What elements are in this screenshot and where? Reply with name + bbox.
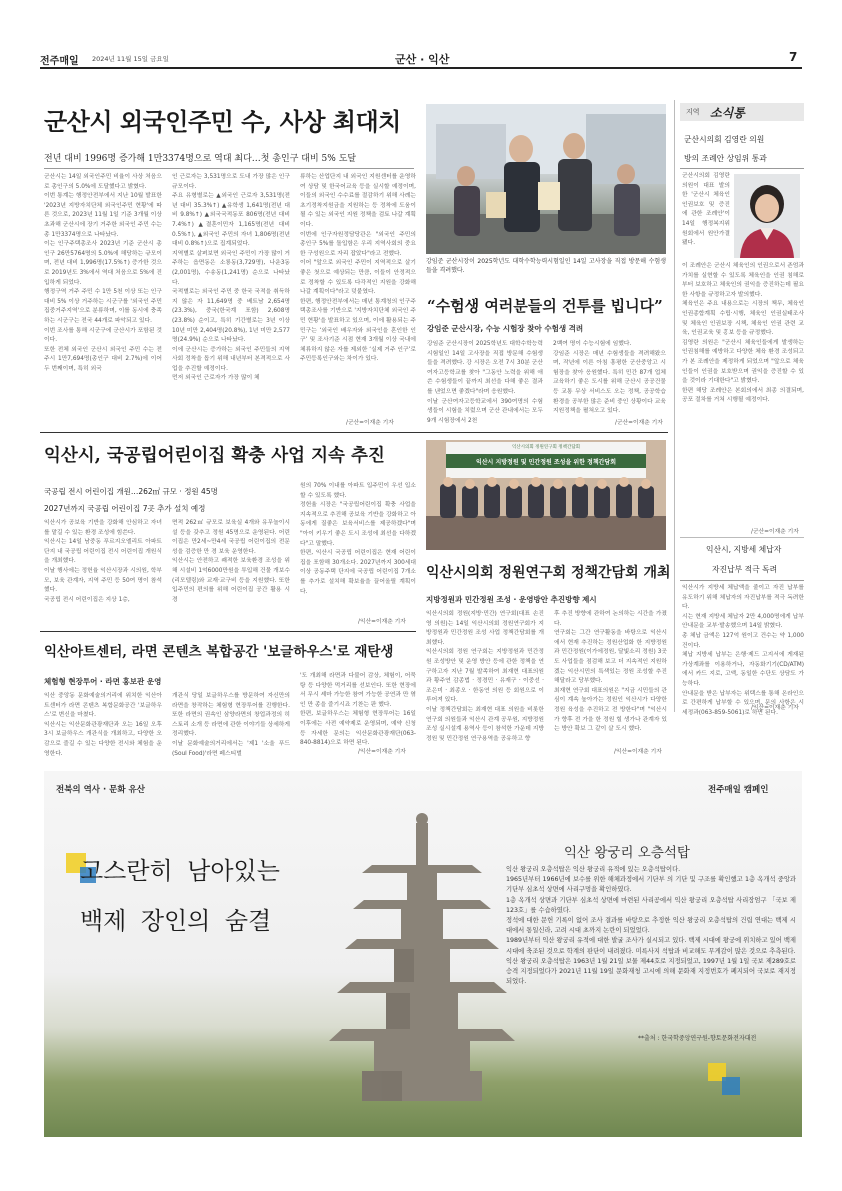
campaign-title-line1: 고스란히 남아있는 bbox=[80, 857, 280, 885]
article2-column-2: 2백여 명이 수능시험에 임했다. 강임준 시장은 매년 수험생들을 격려해왔으며, 작년에 이른 아침 흥평한 군산중앙고 시험장을 찾아 응원했다. 특히 민간 87개 업체 교육하기 좋은 도시를 위해 군산시 공공건물 등 교통 무상 서비스도 오는 정책, 공공학습 환경을 공부한 많은 준비 중인 상황이다 교육 지원정책을 펼쳐오고 있다. bbox=[553, 341, 666, 415]
campaign-title-line2: 백제 장인의 숨결 bbox=[80, 907, 272, 935]
photo2-banner-top: 익산시의회 정원연구회 정책간담회 bbox=[511, 445, 581, 450]
article3-top-rule bbox=[40, 432, 668, 433]
brief1-title-line2: 방의 조례안 상임위 통과 bbox=[684, 154, 767, 163]
article2-subhead: 강임준 군산시장, 수능 시험장 찾아 수험생 격려 bbox=[427, 324, 584, 333]
brief2-title-line2: 자진납부 적극 독려 bbox=[712, 565, 778, 574]
article3-column-3: 원의 70% 이내를 아파트 입주민이 우선 입소할 수 있도록 했다. 정헌율 시장은 "국공립어린이집 확충 사업을 지속적으로 추진해 공보육 기반을 강화하고 아동에게 질좋은 보육서비스를 제공하겠다"며 "아이 키우기 좋은 도시 조성에 최선을 다하겠다"고 말했다. 한편, 익산시 국공립 어린이집은 현재 어린이집을 포함해 30개소다. 2027년까지 300세대 이상 공동주택 단지에 국공립 어린이집 7개소를 추가로 설치해 확보율을 끌어올릴 계획이다. bbox=[300, 483, 416, 595]
article2-column-1: 강임준 군산시장이 2025학년도 대학수학능력시험일인 14일 고사장을 직접 방문해 수험생들을 격려했다. 강 시장은 오전 7시 30분 군산여자고등학교를 찾아 "그동안 노력을 위해 애쓴 수험생들이 끝까지 최선을 다해 좋은 결과를 낸었으면 좋겠다"라며 응원했다. 이날 군산여자고등학교에서 390여명의 수험생들이 시험을 치렀으며 군산 관내에서는 모두 9개 시험장에서 2천 bbox=[427, 341, 543, 424]
header-rule bbox=[40, 67, 802, 69]
campaign-tag-right: 전주매일 캠페인 bbox=[708, 785, 769, 795]
article4-subhead: 지방정원과 민간정원 조성 · 운영방안 추진방향 제시 bbox=[426, 595, 597, 604]
section-title: 군산 · 익산 bbox=[395, 53, 450, 66]
article1-subhead-rule bbox=[44, 168, 414, 169]
page-number: 7 bbox=[789, 50, 798, 64]
photo-exam-encouragement-illustration bbox=[426, 104, 666, 254]
briefs-label-prefix: 지역 bbox=[686, 108, 700, 116]
brief1-byline: /군산=이재춘 기자 bbox=[751, 529, 799, 535]
brief1-lead: 군산시의회 김영란 의원이 대표 발의한 '군산시 체육인 인권보호 및 증진에 관한 조례안'이 14일 행정복지위원회에서 원안가결됐다. bbox=[682, 173, 732, 247]
brief1-title-rule bbox=[680, 168, 804, 169]
article1-column-1: 군산시는 14일 외국인주민 비율이 사상 처음으로 총인구의 5.0%에 도달했다고 밝혔다. 이번 통계는 행정안전부에서 지난 10월 발표한 '2023년 지방자치단체 외국인주민 현황'에 따른 것으로, 2023년 11월 1일 기준 3개월 이상 초과해 군산시에 장기 거주한 외국인 주민 수는 총 1만3374명으로 나타났다. 이는 인구주택총조사 2023년 기준 군산시 총인구 26만5764명의 5.0%에 해당하는 규모이며, 전년 대비 1,996명(17.5%↑) 증가한 것으로 2019년도 3%에서 역대 처음으로 5%에 진입하게 되었다. 행정구역 거주 주민 수 1만 5천 이상 또는 인구 대비 5% 이상 거주하는 시군구를 '외국인 주민 집중거주지역'으로 분류하며, 이를 동시에 충족하는 시군구는 전국 44개로 파악되고 있다. 이번 조사를 통해 시군구에 군산시가 포함된 것이다. 또한 전체 외국인 군산시 외국인 주민 수는 전주시 1만7,694명(총인구 대비 2.7%)에 이어 두 번째이며, 특히 외국 bbox=[44, 174, 162, 372]
article3-byline: /익산=이재춘 기자 bbox=[358, 619, 406, 625]
article5-top-rule bbox=[40, 631, 416, 632]
article4-headline: 익산시의회 정원연구회 정책간담회 개최 bbox=[426, 565, 671, 581]
briefs-label-box bbox=[680, 103, 804, 121]
article1-headline: 군산시 외국인주민 수, 사상 최대치 bbox=[44, 107, 401, 136]
article3-headline: 익산시, 국공립어린이집 확충 사업 지속 추진 bbox=[44, 446, 385, 466]
article5-subhead: 체험형 현장투어 · 라면 홍보관 운영 bbox=[44, 677, 162, 686]
brief1-portrait bbox=[734, 174, 800, 258]
photo-garden-forum bbox=[426, 440, 666, 550]
sidebar-divider bbox=[674, 100, 675, 712]
brief1-portrait-illustration bbox=[734, 174, 800, 258]
campaign-banner bbox=[44, 771, 802, 1137]
brief1-title-line1: 군산시의회 김영란 의원 bbox=[684, 135, 765, 144]
brief1-body: 이 조례안은 군산시 체육인의 인권으로서 존엄과 가치를 실현할 수 있도록 체육인을 인권 침해로부터 보호하고 체육인의 권익을 증진하는데 필요한 사항을 규정하고자 발의했다. 체육인은 주요 내용으로는 시장의 책무, 체육인 인권종합계획 수립·시행, 체육인 인권실태조사 및 체육인 인권보장 시책, 체육인 인권 관련 교육, 인권교육 및 홍보 등을 규정했다. 김영란 의원은 "군산시 체육인들에게 발생하는 인권침해를 예방하고 다양한 체육 환경 조성되고가 본 조례안을 제정하게 되었으며 "앞으로 체육인들이 인권을 보호받으며 권익을 증진할 수 있을 것이라 기대한다"고 밝혔다. 한편 해당 조례안은 본회의에서 최종 의결되며, 공포 절차를 거쳐 시행될 예정이다. bbox=[682, 263, 804, 404]
article4-column-2: 후 추진 방향에 관하여 논의하는 시간을 가졌다. 연구회는 그간 연구활동을 바탕으로 익산시에서 현재 추진하는 정원산업화 한 지방정원과 민간정원(이가에정원, 달빛소리 정원) 3곳도 사업들을 점검해 보고 더 지속적인 지원하겠는 익산시민의 특색있는 정원 조성할 추진해달라고 당부했다. 최재현 연구회 대표의원은 "지금 시민들의 관심이 계속 높아가는 정원인 익산시가 다양한 정원 육성을 추진하고 전 방한다"며 "익산시가 향후 전 가을 한 정원 힐 생가나 관계자 있는 방안 확보 그 같이 살 도시 했다. bbox=[554, 611, 667, 733]
article1-byline: /군산=이재춘 기자 bbox=[346, 420, 394, 426]
photo2-banner-main: 익산시 지방정원 및 민간정원 조성을 위한 정책간담회 bbox=[475, 459, 617, 466]
heritage-title: 익산 왕궁리 오층석탑 bbox=[564, 845, 690, 861]
article4-byline: /익산=이재춘 기자 bbox=[614, 749, 662, 755]
campaign-tag-left: 전북의 역사 · 문화 유산 bbox=[56, 785, 145, 795]
article5-column-3: '도 개최해 라면과 다불어 감상, 체험이, 어묵탕 등 다양한 먹거리를 선보인다. 또한 현장에서 무시 셰마 가능한 참여 가능한 공연과 만 엮인 만 종을 즐기시죠 기찬는 판 했다. 한편, 보글하우스는 체험형 현장투어는 16일 이후에는 사전 예약제로 운영되며, 예약 신청 등 자세한 문의는 익산문화관광재단(063-840-8814)으로 하면 된다. bbox=[300, 673, 416, 747]
masthead-date: 2024년 11월 15일 금요일 bbox=[92, 55, 169, 63]
article3-column-1: 익산시가 공보육 기반을 강화해 안심하고 자녀를 맡길 수 있는 환경 조성에 힘쓴다. 익산시는 14일 남중동 푸르지오엘리트 아파트 단지 내 국공립 어린이집 전시 어린이집 개원식을 개최했다. 이날 행사에는 정헌율 익산시장과 시의원, 학부모, 보육 관계자, 지역 주민 등 50여 명이 참석했다. 국공립 전시 어린이집은 지상 1층, bbox=[44, 520, 162, 603]
photo1-caption: 강임준 군산시장이 2025학년도 대학수학능력시험일인 14일 고사장을 직접 방문해 수험생들을 격려했다. bbox=[426, 258, 666, 274]
article2-byline: /군산=이재춘 기자 bbox=[615, 420, 663, 426]
heritage-description: 익산 왕궁리 오층석탑은 익산 왕궁리 유적에 있는 오층석탑이다. 1965년부터 1966년에 보수를 위한 해체과정에서 기단부 의 기단 및 구조를 확인했고 1층 옥개석 중앙과 기단부 심초석 상면에 사리구멍을 확인하였다. 1층 옥개석 상면과 기단부 심초석 상면에 마련된 사리공에서 익산 왕궁리 오층석탑 사리장엄구 「국보 제123호」를 수습하였다. 정석에 대한 문헌 기록이 없어 조사 결과를 바탕으로 추정한 익산 왕궁리 오층석탑의 건립 연대는 백제 시대에서 통일신라, 고려 시대 초까지 논란이 되었었다. 1989년부터 익산 왕궁리 유적에 대한 발굴 조사가 실시되고 있다. 백제 시대에 왕궁에 위치하고 있어 백제 시대에 축조된 것으로 학계의 판단이 내려졌다. 미륵사지 석탑과 비교해도 무게감이 많은 것으로 추측된다. 익산 왕궁리 오층석탑은 1963년 1월 21일 보물 제44호로 지정되었고, 1997년 1월 1일 국보 제289호로 승격 지정되었다가 2021년 11월 19일 문화재청 고시에 의해 문화재 지정번호가 폐지되어 국보로 재지정되었다. bbox=[506, 866, 796, 986]
briefs-label-main: 소식통 bbox=[710, 106, 745, 120]
article1-column-3: 류하는 산업단지 내 외국인 지원센터를 운영하여 상담 및 한국어교육 등을 실시할 예정이며, 이들의 외국인 수수료를 절감하기 위해 사례는 초기정착지원금을 지원하는 등 정착에 도움이 될 수 있는 외국인 지원 정책을 검토 나갈 계획이다. 이번에 인구자원정담당관은 "외국인 주민의 총인구 5%를 돌입함은 우리 지역사회의 중요한 구성원으로 자리 잡았다"라고 전했다. 이어 "앞으로 외국인 주민이 지역적으로 살기 좋은 첫으로 예상되는 만큼, 이들이 안정적으로 정착할 수 있도록 다각적인 지원을 강화해 나갈 계획이다"라고 덧붙였다. 한편, 행정안전부에서는 매년 통계청의 인구주택총조사를 기반으로 '지방자치단체 외국인 주민 현황'을 발표하고 있으며, 이에 활용되는 주민구는 ‘외국인 배우자와 외국인을 혼인한 인구’ 및 조사기준 시점 현재 3개월 이상 국내에 체류하지 않은 자를 제외한 ‘실제 거주 인구’로 주민등록인구와는 차이가 있다. bbox=[300, 174, 416, 363]
article3-subhead-2: 2027년까지 국공립 어린이집 7곳 추가 설치 예정 bbox=[44, 504, 206, 513]
photo-exam-encouragement bbox=[426, 104, 666, 254]
article1-subhead: 전년 대비 1996명 증가해 1만3374명으로 역대 최다…첫 총인구 대비 5% 도달 bbox=[44, 154, 357, 164]
brief2-title-line1: 익산시, 지방세 체납자 bbox=[706, 545, 782, 554]
article3-column-2: 면적 262㎡ 규모로 보육실 4개와 유무놀이시설 등을 갖추고 정원 45명으로 운영된다. 어린이집은 만2세~만4세 국공립 어린이집의 전문성을 검증한 만 경 보육 운영한다. 익산시는 안전하고 쾌적한 보육환경 조성을 위해 시설비 1억6000만원을 투입해 건물 개보수(리모델링)와 교재·교구비 등을 지원했다. 또한 입주민의 편의를 위해 어린이집 공간 활용 시 경 bbox=[172, 520, 290, 603]
heritage-source: **출처 : 한국학중앙연구원-향토문화전자대전 bbox=[638, 1035, 757, 1042]
article1-column-2: 인 근로자는 3,531명으로 도내 가장 많은 인구 규모이다. 주요 유형별로는 ▲외국인 근로자 3,531명(전년 대비 35.3%↑) ▲유학생 1,641명(전년 대비 9.8%↑) ▲외국국적동포 806명(전년 대비 7.4%↑) ▲결혼이민자 1,165명(전년 대비 0.5%↑), ▲외국인 주민의 자녀 1,806명(전년 대비 0.8%↑)으로 집계되었다. 지역별로 살펴보면 외국인 주민이 가장 많이 거주하는 읍면동은 소룡동(3,729명), 나운3동(2,001명), 수송동(1,241명) 순으로 나타났다. 국적별로는 외국인 주민 중 한국 국적을 취득하지 않은 자 11,649명 중 베트남 2,654명(23.3%), 중국(한국계 포함) 2,608명(23.8%) 순이고, 특히 기간별로는 3년 이상 10년 미만 2,404명(20.8%), 1년 미만 2,577명(24.9%) 순으로 나타났다. 이에 군산시는 증가하는 외국인 주민들의 지역사회 정착을 돕기 위해 내년부터 본격적으로 사업을 추진할 예정이다. 먼저 외국인 근로자가 가장 많이 체 bbox=[172, 174, 290, 382]
article2-headline: “수험생 여러분들의 건투를 빕니다” bbox=[427, 297, 663, 315]
article3-subhead-1: 국공립 전시 어린이집 개원…262㎡ 규모 · 정원 45명 bbox=[44, 487, 218, 496]
article5-column-2: 개관식 당일 보글하우스를 방문하여 자신만의 라면을 창작하는 체험형 현장투어를 진행한다. 또한 라면의 권속인 삼양라면의 창업과정의 히스토리 소개 등 라면에 관한 이야기들 상세하게 정리했다. 이날 문화예술의거리에서는 '제1 '소울 푸드(Soul Food)'라면 페스티벌 bbox=[172, 693, 290, 757]
article5-column-1: 익산 중앙동 문화예술의거리에 위치한 익산아트센터가 라면 콘텐츠 복합문화공간 '보글하우스'로 변신을 마쳤다. 익산시는 익산문화관광재단과 오는 16일 오후 3시 보글하우스 개관식을 개최하고, 다양한 오감으로 즐길 수 있는 다양한 전시와 체험을 운영한다. bbox=[44, 693, 162, 757]
brief2-title-rule bbox=[680, 580, 804, 581]
brief2-byline: /익산=이재춘 기자 bbox=[751, 705, 799, 711]
brief2-body: 익산시가 지방세 체납액을 줄이고 자진 납부를 유도하기 위해 체납자의 자진납부를 적극 독려한다. 시는 현재 지방세 체납자 2만 4,000명에게 납부 안내문을 교부·발송했으며 14일 밝혔다. 총 체납 금액은 127억 원이고 건수는 약 1,000건이다. 체납 지방세 납부는 은행·제드 고지서에 게재된 가상계좌를 이용하거나, 자동화기기(CD/ATM)에서 카드 지로, 고액, 동일한 수단도 상담도 가능하다. 안내문을 받은 납부자는 위택스를 통해 온라인으로 간편하게 납부할 수 있으며, 문의 사항은 시 세정과(063-859-5061)로 하면 된다. bbox=[682, 585, 804, 716]
article5-byline: /익산=이재춘 기자 bbox=[358, 749, 406, 755]
article4-column-1: 익산시의회 정원(지방·민간) 연구회(대표 손진영 의원)는 14일 익산시의회 정원연구회가 지방정원과 민간정원 조성 사업 정책간담회를 개최했다. 익산시의회 정원 연구회는 지방정원과 민간정원 조성방안 및 운영 방안 등에 관한 정책을 연구하고자 지난 7월 발족하여 최재현 대표의원과 황주연 감종법 · 정경민 · 유재구 · 이중선 · 조은미 · 최종오 · 한동연 의원 등 회원으로 이루어져 있다. 이날 정책간담회는 최재현 대표 의원을 비롯한 연구회 의원들과 익산시 관계 공무원, 지방정원 조성 실시설계 용역사 등이 참석한 가운데 지방정원 및 민간정원 연구용역을 공유하고 향 bbox=[426, 611, 544, 742]
masthead-paper-name: 전주매일 bbox=[40, 56, 79, 67]
brief-separator bbox=[680, 537, 804, 538]
article5-headline: 익산아트센터, 라면 콘텐츠 복합공간 '보글하우스'로 재탄생 bbox=[44, 644, 394, 660]
